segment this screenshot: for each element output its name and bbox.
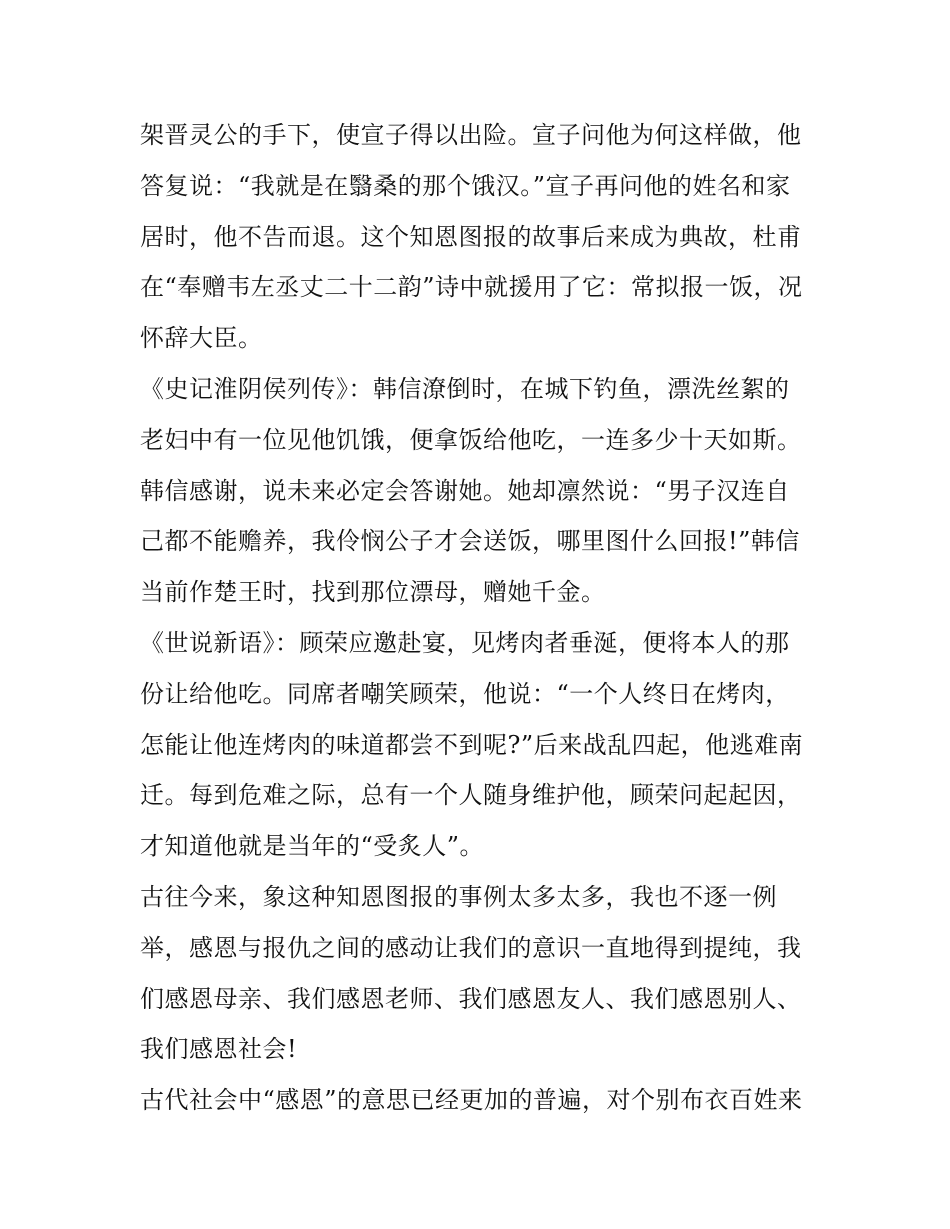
text-line: 份让给他吃。同席者嘲笑顾荣，他说：“一个人终日在烤肉，: [140, 679, 790, 708]
text-line: 怎能让他连烤肉的味道都尝不到呢?”后来战乱四起，他逃难南: [140, 730, 804, 759]
text-line: 才知道他就是当年的“受炙人”。: [140, 832, 485, 861]
text-line: 古代社会中“感恩”的意思已经更加的普遍，对个别布衣百姓来: [140, 1086, 803, 1115]
text-line: 们感恩母亲、我们感恩老师、我们感恩友人、我们感恩别人、: [140, 984, 802, 1013]
text-line: 当前作楚王时，找到那位漂母，赠她千金。: [140, 578, 606, 607]
text-line: 怀辞大臣。: [140, 324, 263, 353]
text-line: 韩信感谢，说未来必定会答谢她。她却凛然说：“男子汉连自: [140, 476, 790, 505]
text-line: 举，感恩与报仇之间的感动让我们的意识一直地得到提纯，我: [140, 933, 802, 962]
text-line: 在“奉赠韦左丞丈二十二韵”诗中就援用了它：常拟报一饭，况: [140, 273, 803, 302]
text-line: 我们感恩社会!: [140, 1035, 298, 1064]
text-line: 架晋灵公的手下，使宣子得以出险。宣子问他为何这样做，他: [140, 121, 802, 149]
text-line: 老妇中有一位见他饥饿，便拿饭给他吃，一连多少十天如斯。: [140, 425, 802, 454]
text-line: 古往今来，象这种知恩图报的事例太多太多，我也不逐一例: [140, 882, 777, 911]
text-line: 答复说：“我就是在翳桑的那个饿汉。”宣子再问他的姓名和家: [140, 171, 791, 200]
text-line: 《史记淮阴侯列传》：韩信潦倒时，在城下钓鱼，漂洗丝絮的: [140, 374, 790, 403]
text-line: 迁。每到危难之际，总有一个人随身维护他，顾荣问起起因，: [140, 781, 802, 810]
text-line: 己都不能赡养，我伶悯公子才会送饭，哪里图什么回报!”韩信: [140, 527, 800, 556]
text-line: 居时，他不告而退。这个知恩图报的故事后来成为典故，杜甫: [140, 222, 802, 251]
text-line: 《世说新语》：顾荣应邀赴宴，见烤肉者垂涎，便将本人的那: [140, 628, 790, 657]
body-text: [140, 110, 820, 1126]
